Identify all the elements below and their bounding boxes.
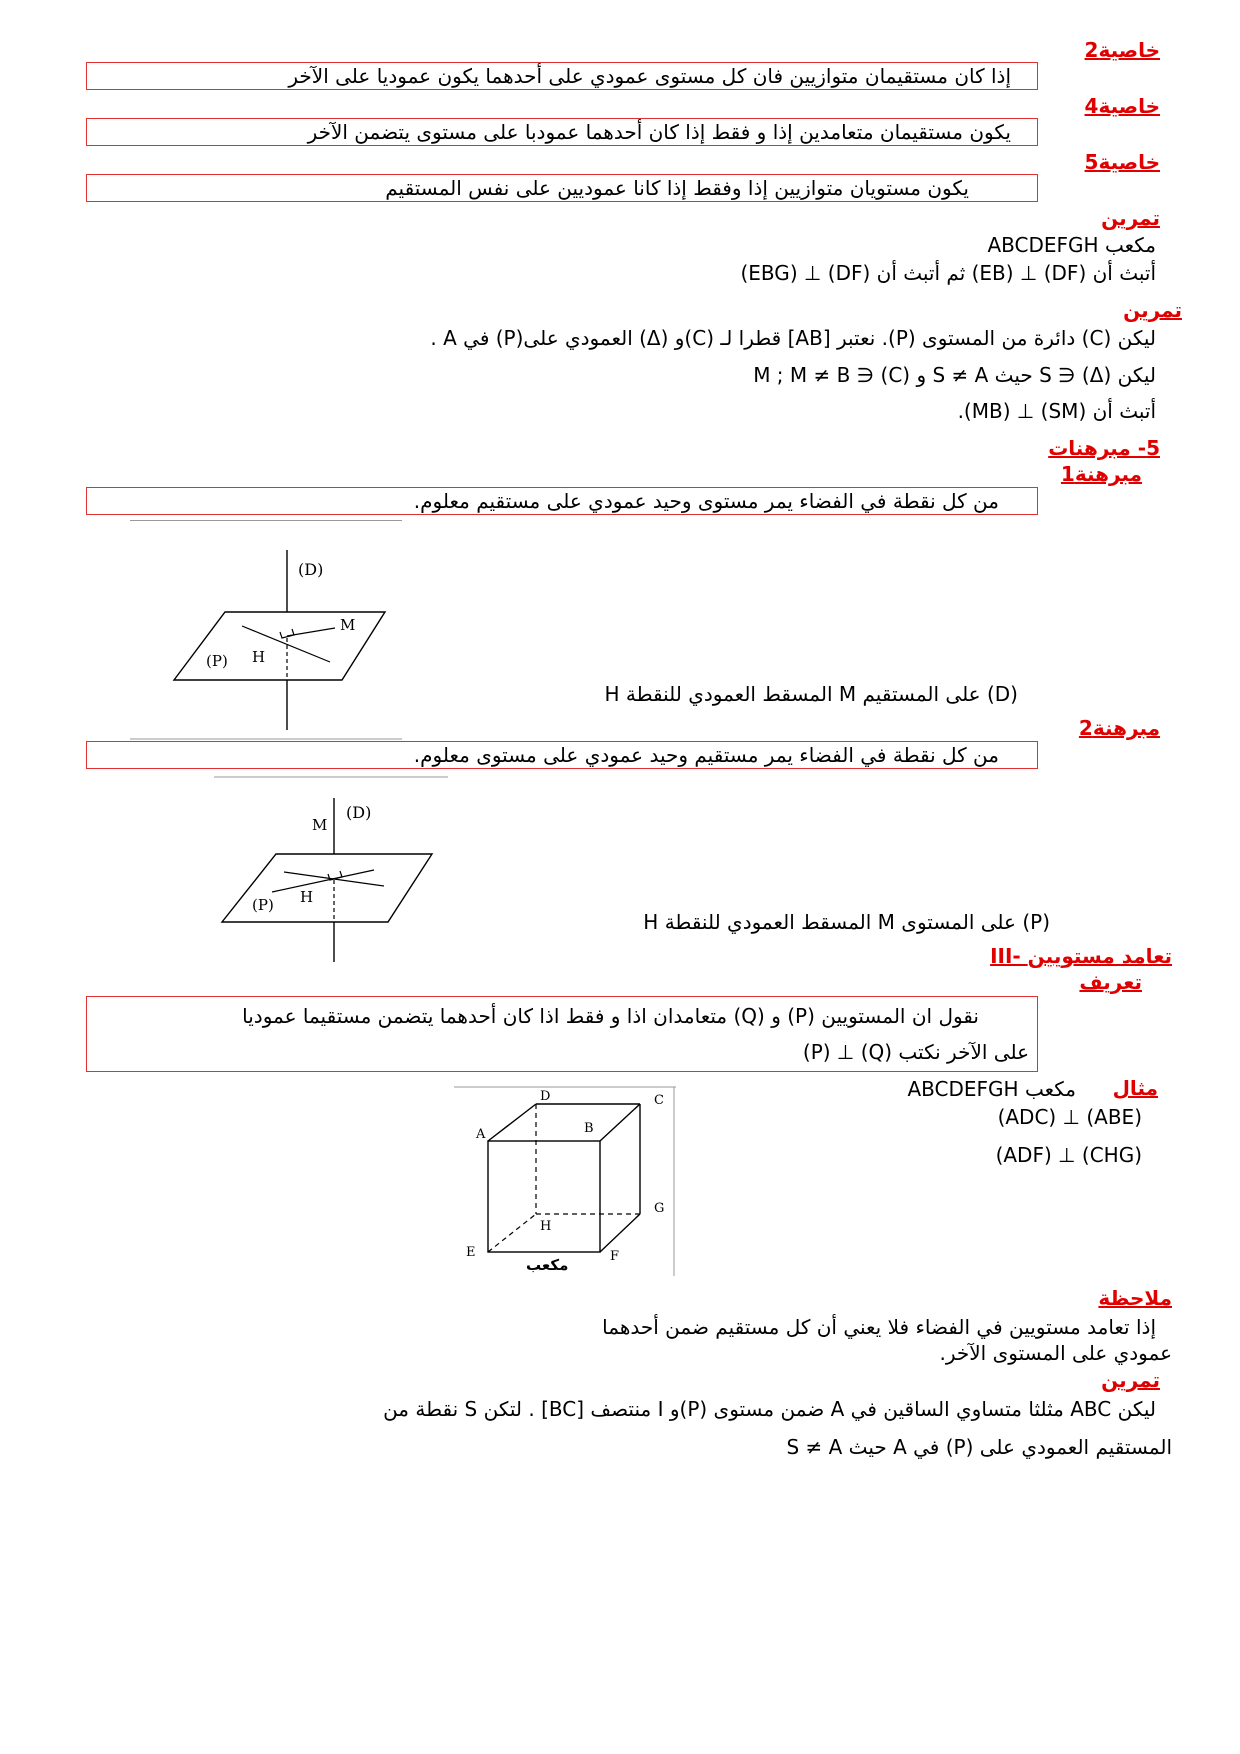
cube-figure bbox=[454, 1086, 676, 1278]
cube-label-d: D bbox=[540, 1089, 551, 1104]
fig2-foot-label: H bbox=[300, 888, 314, 906]
theorem-1-text: من كل نقطة في الفضاء يمر مستوى وحيد عمودي على مستقيم معلوم. bbox=[413, 489, 999, 513]
theorem-2-title: مبرهنة2 bbox=[1078, 716, 1160, 740]
exercise-1-line-2: أتبث أن (DF) ⊥ (EB) ثم أتبث أن (DF) ⊥ (EBG) bbox=[740, 261, 1156, 285]
example-title: مثال bbox=[1112, 1076, 1158, 1100]
fig1-line-label: (D) bbox=[298, 560, 324, 579]
exercise-2-line-1: ليكن (C) دائرة من المستوى (P). نعتبر [AB] قطرا لـ (C)و (Δ) العمودي على(P) في A . bbox=[430, 326, 1156, 350]
exercise-2-line-3: أتبث أن (SM) ⊥ (MB). bbox=[957, 399, 1156, 423]
example-line-3: (ADF) ⊥ (CHG) bbox=[995, 1143, 1142, 1167]
cube-label-b: B bbox=[584, 1121, 594, 1136]
theorem-2-text: من كل نقطة في الفضاء يمر مستقيم وحيد عمودي على مستوى معلوم. bbox=[413, 743, 999, 767]
theorem-2-figure bbox=[214, 776, 448, 964]
theorem-1-figure bbox=[130, 520, 402, 740]
example-line-1: ABCDEFGH مكعب bbox=[907, 1077, 1076, 1101]
property-2-text: إذا كان مستقيمان متوازيين فان كل مستوى عمودي على أحدهما يكون عموديا على الآخر bbox=[288, 64, 1011, 88]
exercise-3-title: تمرين bbox=[1101, 1368, 1160, 1392]
fig1-foot-label: H bbox=[252, 648, 266, 666]
exercise-2-title: تمرين bbox=[1123, 298, 1182, 322]
exercise-1-title: تمرين bbox=[1101, 206, 1160, 230]
cube-label-f: F bbox=[610, 1249, 620, 1264]
exercise-3-line-2: المستقيم العمودي على (P) في A حيث S ≠ A bbox=[786, 1435, 1172, 1459]
fig2-plane-label: (P) bbox=[252, 896, 274, 914]
exercise-3-line-1: ليكن ABC مثلثا متساوي الساقين في A ضمن مستوى (P)و I منتصف [BC] . لتكن S نقطة من bbox=[383, 1397, 1156, 1421]
property-2-box bbox=[86, 62, 1038, 90]
theorem-1-caption: H المسقط العمودي للنقطة M على المستقيم (D) bbox=[604, 682, 1018, 706]
cube-label-g: G bbox=[654, 1201, 665, 1216]
cube-label-h: H bbox=[540, 1219, 552, 1234]
definition-title: تعريف bbox=[1079, 970, 1142, 994]
cube-label-c: C bbox=[654, 1093, 664, 1108]
definition-line-1: نقول ان المستويين (P) و (Q) متعامدان اذا و فقط اذا كان أحدهما يتضمن مستقيما عموديا bbox=[242, 1004, 979, 1028]
theorem-2-caption: H المسقط العمودي للنقطة M على المستوى (P) bbox=[643, 910, 1050, 934]
definition-box bbox=[86, 996, 1038, 1072]
remark-line-1: إذا تعامد مستويين في الفضاء فلا يعني أن كل مستقيم ضمن أحدهما bbox=[602, 1315, 1156, 1339]
section-5-title: 5- مبرهنات bbox=[1048, 436, 1160, 460]
section-3-title: III- تعامد مستويين bbox=[990, 944, 1172, 968]
cube-label-e: E bbox=[466, 1245, 476, 1260]
cube-caption: مكعب bbox=[526, 1256, 569, 1274]
fig2-point-label: M bbox=[312, 816, 328, 834]
fig2-line-label: (D) bbox=[346, 803, 372, 822]
remark-line-2: عمودي على المستوى الآخر. bbox=[939, 1341, 1172, 1365]
exercise-1-line-1: ABCDEFGH مكعب bbox=[987, 233, 1156, 257]
property-4-text: يكون مستقيمان متعامدين إذا و فقط إذا كان أحدهما عمودبا على مستوى يتضمن الآخر bbox=[307, 120, 1011, 144]
property-2-title: خاصية2 bbox=[1084, 38, 1160, 62]
definition-line-2: على الآخر نكتب (Q) ⊥ (P) bbox=[802, 1040, 1029, 1064]
example-line-2: (ADC) ⊥ (ABE) bbox=[997, 1105, 1142, 1129]
remark-title: ملاحظة bbox=[1098, 1286, 1172, 1310]
fig1-point-label: M bbox=[340, 616, 356, 634]
fig1-plane-label: (P) bbox=[206, 652, 228, 670]
property-4-box bbox=[86, 118, 1038, 146]
theorem-2-box bbox=[86, 741, 1038, 769]
theorem-1-title: مبرهنة1 bbox=[1060, 462, 1142, 486]
theorem-1-box bbox=[86, 487, 1038, 515]
property-5-box bbox=[86, 174, 1038, 202]
property-5-text: يكون مستويان متوازيين إذا وفقط إذا كانا عموديين على نفس المستقيم bbox=[385, 176, 969, 200]
property-4-title: خاصية4 bbox=[1084, 94, 1160, 118]
cube-label-a: A bbox=[476, 1127, 486, 1142]
exercise-2-line-2: ليكن (Δ) ∈ S حيث S ≠ A و (C) ∈ M ; M ≠ B bbox=[753, 363, 1156, 387]
property-5-title: خاصية5 bbox=[1084, 150, 1160, 174]
